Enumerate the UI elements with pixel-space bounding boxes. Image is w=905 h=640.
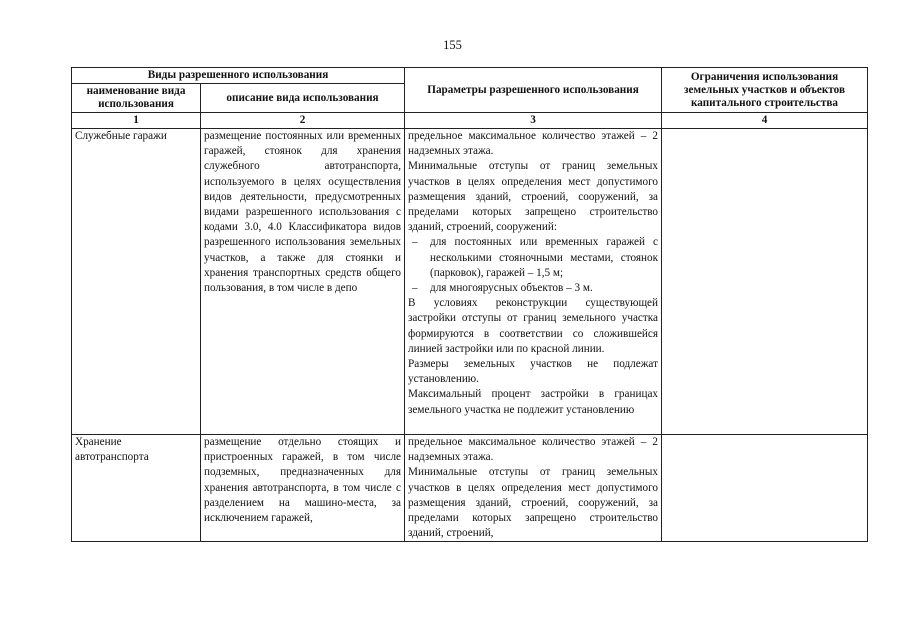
table-row: [72, 435, 868, 542]
regulation-table: [71, 67, 868, 542]
use-description-cell: размещение отдельно стоящих и пристроенных гаражей, в том числе подземных, предназначенных для хранения автотранспорта, в том числе с разделением на машино-места, за исключением гаражей,: [201, 435, 405, 542]
list-item: – для многоярусных объектов – 3 м.: [408, 281, 658, 296]
header-group-title: Виды разрешенного использования: [72, 68, 405, 84]
params-floors: предельное максимальное количество этажей – 2 надземных этажа.: [408, 436, 659, 464]
header-num-2: 2: [201, 113, 405, 129]
params-floors: предельное максимальное количество этажей – 2 надземных этажа.: [408, 130, 659, 158]
header-num-3: 3: [405, 113, 662, 129]
use-description-cell: размещение постоянных или временных гаражей, стоянок для хранения служебного автотранспорта, используемого в целях осуществления видов деятельности, предусмотренных видами разрешенного использования с кодами 3.0, 4.0 Классификатора видов разрешенного использования земельных участков, а также для стоянки и хранения транспортных средств общего пользования, в том числе в депо: [201, 129, 405, 435]
restrictions-cell: [662, 435, 868, 542]
header-name: наименование вида использования: [72, 84, 201, 113]
params-setbacks: Минимальные отступы от границ земельных участков в целях определения мест допустимого размещения зданий, строений, сооружений, за пределами которых запрещено строительство зданий, строений, сооружений:: [408, 160, 659, 234]
header-num-1: 1: [72, 113, 201, 129]
header-row-1: [72, 68, 868, 84]
header-number-row: [72, 113, 868, 129]
setback-list: [408, 235, 658, 296]
header-description: описание вида использования: [201, 84, 405, 113]
use-name-cell: Хранение автотранспорта: [72, 435, 201, 542]
params-coverage: Максимальный процент застройки в границах земельного участка не подлежит установлению: [408, 388, 659, 416]
params-plot-size: Размеры земельных участков не подлежат установлению.: [408, 358, 659, 386]
header-params: Параметры разрешенного использования: [405, 68, 662, 113]
restrictions-cell: [662, 129, 868, 435]
params-cell: [405, 129, 662, 435]
params-reconstruction: В условиях реконструкции существующей застройки отступы от границ земельного участка формируются в соответствии со сложившейся линией застройки или по красной линии.: [408, 297, 659, 355]
header-num-4: 4: [662, 113, 868, 129]
table-row: [72, 129, 868, 435]
page-number: 155: [443, 38, 462, 52]
params-setbacks: Минимальные отступы от границ земельных участков в целях определения мест допустимого размещения зданий, строений, сооружений, за пределами которых запрещено строительство зданий, строений,: [408, 466, 659, 540]
use-name-cell: Служебные гаражи: [72, 129, 201, 435]
header-restrictions: Ограничения использования земельных участков и объектов капитального строительства: [662, 68, 868, 113]
list-item: – для постоянных или временных гаражей с несколькими стояночными местами, стоянок (парковок), гаражей – 1,5 м;: [408, 235, 658, 281]
params-cell: [405, 435, 662, 542]
